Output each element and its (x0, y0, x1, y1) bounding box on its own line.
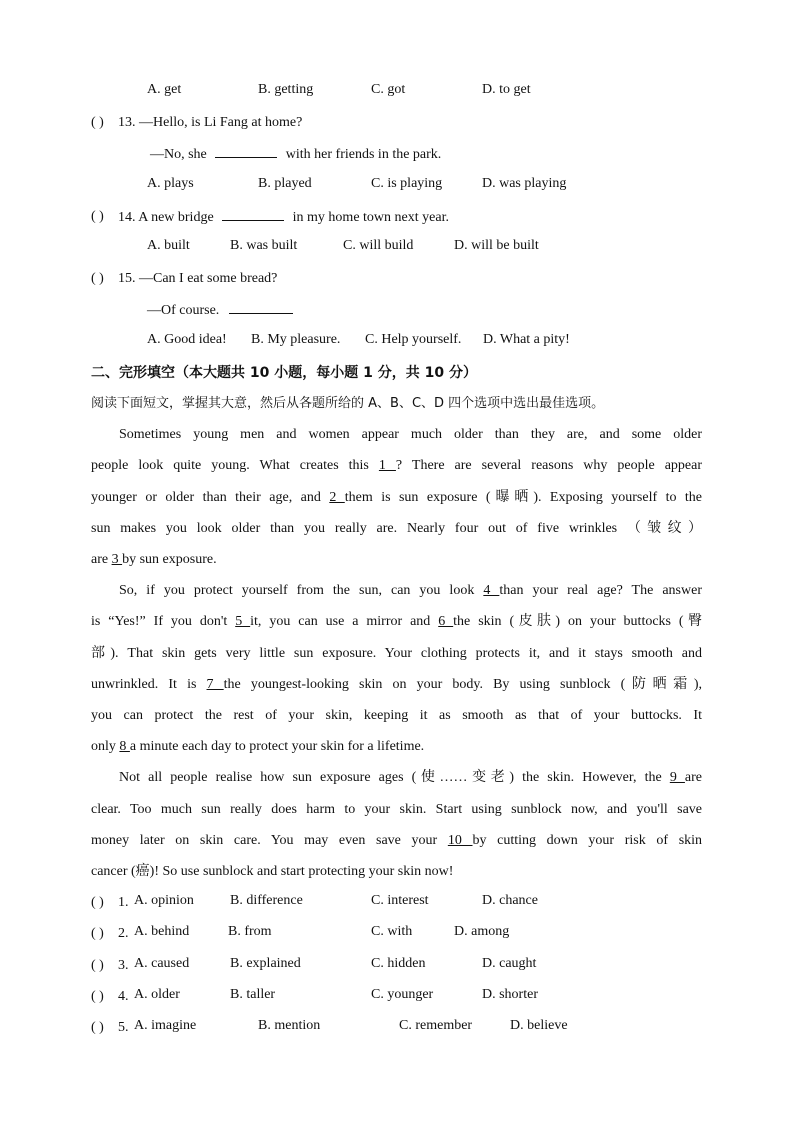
passage-line (91, 612, 702, 632)
option-c: C. got (371, 82, 406, 97)
passage-line (119, 581, 702, 601)
option-a: A. Good idea! (147, 332, 227, 347)
option-c: C. is playing (371, 176, 443, 191)
text-run: it, you can use a mirror and (250, 614, 431, 629)
answer-paren[interactable]: ( ) (91, 895, 104, 910)
option-d: D. caught (482, 956, 537, 971)
question-stem: 15. —Can I eat some bread? (118, 271, 278, 286)
blank-1: 1 (378, 458, 396, 473)
passage-line: 部). That skin gets very little sun exposure. Your clothing protects it, and it stays smooth and (91, 646, 702, 661)
answer-paren[interactable]: ( ) (91, 209, 104, 224)
passage-line (91, 831, 702, 851)
blank-9: 9 (669, 770, 685, 785)
option-d: D. shorter (482, 987, 538, 1002)
option-d: D. among (454, 924, 510, 939)
option-c: C. will build (343, 238, 414, 253)
text-run: the youngest-looking skin on your body. By using sunblock (防晒霜), (223, 677, 702, 692)
text-run: than your real age? The answer (499, 583, 702, 598)
question-reply (147, 300, 293, 320)
option-a: A. built (147, 238, 190, 253)
reply-suffix: with her friends in the park. (285, 147, 442, 162)
option-b: B. explained (230, 956, 301, 971)
blank-8: 8 (119, 739, 130, 754)
text-run: ? There are several reasons why people appear (395, 458, 702, 473)
section-instruction: 阅读下面短文，掌握其大意，然后从各题所给的 A、B、C、D 四个选项中选出最佳选项。 (91, 396, 605, 411)
passage-line: Sometimes young men and women appear much older than they are, and some older (119, 427, 702, 442)
answer-paren[interactable]: ( ) (91, 115, 104, 130)
answer-blank[interactable] (222, 207, 284, 221)
text-run: So, if you protect yourself from the sun, can you look (119, 583, 475, 598)
option-d: D. will be built (454, 238, 539, 253)
text-run: the skin (皮肤) on your buttocks (臀 (453, 614, 702, 629)
passage-line (91, 737, 424, 757)
text-run: Not all people realise how sun exposure ages (使……变老) the skin. However, the (119, 770, 662, 785)
answer-paren[interactable]: ( ) (91, 1020, 104, 1035)
passage-line (119, 768, 702, 788)
option-a: A. caused (134, 956, 190, 971)
answer-blank[interactable] (229, 300, 293, 314)
option-b: B. getting (258, 82, 314, 97)
passage-line: clear. Too much sun really does harm to your skin. Start using sunblock now, and you'll save (91, 802, 702, 817)
text-run: a minute each day to protect your skin for a lifetime. (129, 739, 425, 754)
option-b: B. mention (258, 1018, 321, 1033)
option-a: A. older (134, 987, 180, 1002)
answer-paren[interactable]: ( ) (91, 271, 104, 286)
option-b: B. taller (230, 987, 276, 1002)
text-run: only (91, 739, 116, 754)
question-stem: 13. —Hello, is Li Fang at home? (118, 115, 303, 130)
text-run: are (91, 552, 109, 567)
answer-paren[interactable]: ( ) (91, 958, 104, 973)
text-run: people look quite young. What creates this (91, 458, 369, 473)
option-d: D. to get (482, 82, 531, 97)
question-number: 3. (118, 958, 129, 973)
option-d: D. believe (510, 1018, 568, 1033)
option-a: A. opinion (134, 893, 194, 908)
option-a: A. plays (147, 176, 194, 191)
answer-paren[interactable]: ( ) (91, 926, 104, 941)
text-run: by cutting down your risk of skin (472, 833, 702, 848)
stem-prefix: 14. A new bridge (118, 210, 214, 225)
blank-2: 2 (329, 490, 345, 505)
option-c: C. Help yourself. (365, 332, 462, 347)
reply-prefix: —No, she (150, 147, 207, 162)
passage-line (91, 675, 702, 695)
option-b: B. My pleasure. (251, 332, 341, 347)
answer-paren[interactable]: ( ) (91, 989, 104, 1004)
question-number: 5. (118, 1020, 129, 1035)
question-number: 2. (118, 926, 129, 941)
passage-line (91, 550, 217, 570)
passage-line: you can protect the rest of your skin, keeping it as smooth as that of your buttocks. It (91, 708, 702, 723)
option-a: A. imagine (134, 1018, 197, 1033)
option-c: C. younger (371, 987, 434, 1002)
passage-line (91, 488, 702, 508)
question-number: 1. (118, 895, 129, 910)
text-run: unwrinkled. It is (91, 677, 197, 692)
answer-blank[interactable] (215, 144, 277, 158)
option-b: B. was built (230, 238, 298, 253)
reply-prefix: —Of course. (147, 303, 220, 318)
option-c: C. interest (371, 893, 429, 908)
blank-4: 4 (483, 583, 500, 598)
text-run: by sun exposure. (122, 552, 217, 567)
text-run: are (684, 770, 702, 785)
blank-10: 10 (447, 833, 473, 848)
option-d: D. chance (482, 893, 538, 908)
blank-7: 7 (206, 677, 224, 692)
option-a: A. behind (134, 924, 190, 939)
question-reply (150, 144, 441, 164)
blank-3: 3 (111, 552, 123, 567)
option-b: B. from (228, 924, 272, 939)
passage-line: cancer (癌)! So use sunblock and start protecting your skin now! (91, 864, 454, 879)
passage-line: sun makes you look older than you really are. Nearly four out of five wrinkles （皱纹） (91, 521, 702, 536)
option-d: D. was playing (482, 176, 567, 191)
option-b: B. difference (230, 893, 303, 908)
blank-6: 6 (438, 614, 454, 629)
text-run: money later on skin care. You may even save your (91, 833, 438, 848)
option-c: C. with (371, 924, 413, 939)
stem-suffix: in my home town next year. (292, 210, 449, 225)
text-run: is “Yes!” If you don't (91, 614, 228, 629)
text-run: younger or older than their age, and (91, 490, 321, 505)
blank-5: 5 (235, 614, 251, 629)
option-a: A. get (147, 82, 182, 97)
question-number: 4. (118, 989, 129, 1004)
question-stem (118, 207, 449, 227)
option-c: C. hidden (371, 956, 426, 971)
section-title: 二、完形填空（本大题共 10 小题，每小题 1 分，共 10 分） (91, 365, 477, 381)
passage-line (91, 456, 702, 476)
text-run: them is sun exposure (曝晒). Exposing yourself to the (344, 490, 702, 505)
option-c: C. remember (399, 1018, 473, 1033)
option-d: D. What a pity! (483, 332, 570, 347)
option-b: B. played (258, 176, 312, 191)
